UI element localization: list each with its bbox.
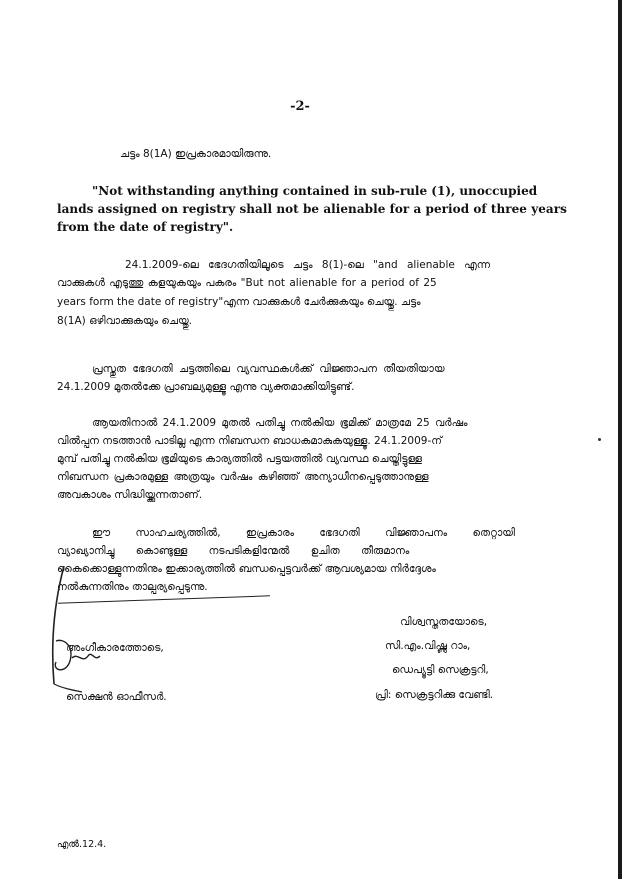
closing-yours: വിശ്വസ്തതയോടെ, — [400, 616, 488, 628]
para4-line-2: വ്യാഖ്യാനിച്ചു കൊണ്ടുള്ള നടപടികളിന്മേൽ ഉചിത തീരുമാനം — [57, 545, 410, 557]
para3-line-1: ആയതിനാൽ 24.1.2009 മുതൽ പതിച്ചു നൽകിയ ഭൂമിക്ക് മാത്രമേ 25 വർഷം — [92, 417, 468, 429]
approval-label: അംഗീകാരത്തോടെ, — [66, 642, 164, 654]
page-edge-line — [618, 0, 622, 879]
signatory-name: സി.എം.വിഷ്ണു റാം, — [385, 640, 471, 652]
para3-line-3: മുമ്പ് പതിച്ചു നൽകിയ ഭൂമിയുടെ കാര്യത്തിൽ പട്ടയത്തിൽ വ്യവസ്ഥ ചെയ്തിട്ടുള്ള — [57, 453, 422, 465]
quote-line-1-text: "Not withstanding anything contained in sub-rule (1), unoccupied — [92, 184, 538, 198]
rule-heading: ചട്ടം 8(1A) ഇപ്രകാരമായിരുന്നു. — [120, 148, 272, 160]
signatory-designation: ഡെപ്യൂട്ടി സെക്രട്ടറി, — [392, 664, 489, 676]
quote-line-1 — [92, 184, 600, 198]
para3-line-5: അവകാശം സിദ്ധിയ്ക്കുന്നതാണ്. — [57, 489, 203, 501]
para4-line-4: നൽകുന്നതിനും താല്പര്യപ്പെടുന്നു. — [57, 581, 208, 593]
para1-line-1: 24.1.2009-ലെ ഭേദഗതിയിലൂടെ ചട്ടം 8(1)-ലെ "and alienable എന്ന — [125, 259, 491, 271]
scan-speck — [598, 438, 601, 441]
para3-line-4: നിബന്ധന പ്രകാരമുള്ള അത്രയും വർഷം കഴിഞ്ഞ് അന്യാധീനപ്പെടുത്താനുള്ള — [57, 471, 429, 483]
quote-line-2: lands assigned on registry shall not be alienable for a period of three years — [57, 202, 567, 216]
section-officer-label: സെക്ഷൻ ഓഫീസർ. — [66, 691, 167, 703]
signatory-on-behalf: പ്രി: സെക്രട്ടറിക്കു വേണ്ടി. — [375, 689, 494, 701]
para1-line-3: years form the date of registry"എന്ന വാക്കുകൾ ചേർക്കുകയും ചെയ്തു. ചട്ടം — [57, 296, 421, 308]
footer-reference: എൽ.12.4. — [57, 839, 107, 850]
para3-line-2: വിൽപ്പന നടത്താൻ പാടില്ല എന്ന നിബന്ധന ബാധകമാകുകയുള്ളൂ. 24.1.2009-ന് — [57, 435, 442, 447]
page-number: -2- — [290, 99, 310, 114]
para2-line-2: 24.1.2009 മുതൽക്കേ പ്രാബല്യമുള്ളൂ എന്നു വ്യക്തമാക്കിയിട്ടുണ്ട്. — [57, 381, 355, 393]
quote-line-3: from the date of registry". — [57, 220, 234, 234]
para2-line-1: പ്രസ്തുത ഭേദഗതി ചട്ടത്തിലെ വ്യവസ്ഥകൾക്ക് വിജ്ഞാപന തീയതിയായ — [92, 363, 445, 375]
para4-line-3: കൈക്കൊള്ളുന്നതിനും ഇക്കാര്യത്തിൽ ബന്ധപ്പെട്ടവർക്ക് ആവശ്യമായ നിർദ്ദേശം — [57, 563, 436, 575]
para4-line-1: ഈ സാഹചര്യത്തിൽ, ഇപ്രകാരം ഭേദഗതി വിജ്ഞാപനം തെറ്റായി — [92, 527, 515, 539]
signature-mark — [42, 566, 132, 696]
para1-line-2: വാക്കുകൾ എടുത്തു കളയുകയും പകരം "But not alienable for a period of 25 — [57, 277, 437, 289]
para1-line-4: 8(1A) ഒഴിവാക്കുകയും ചെയ്തു. — [57, 315, 193, 327]
